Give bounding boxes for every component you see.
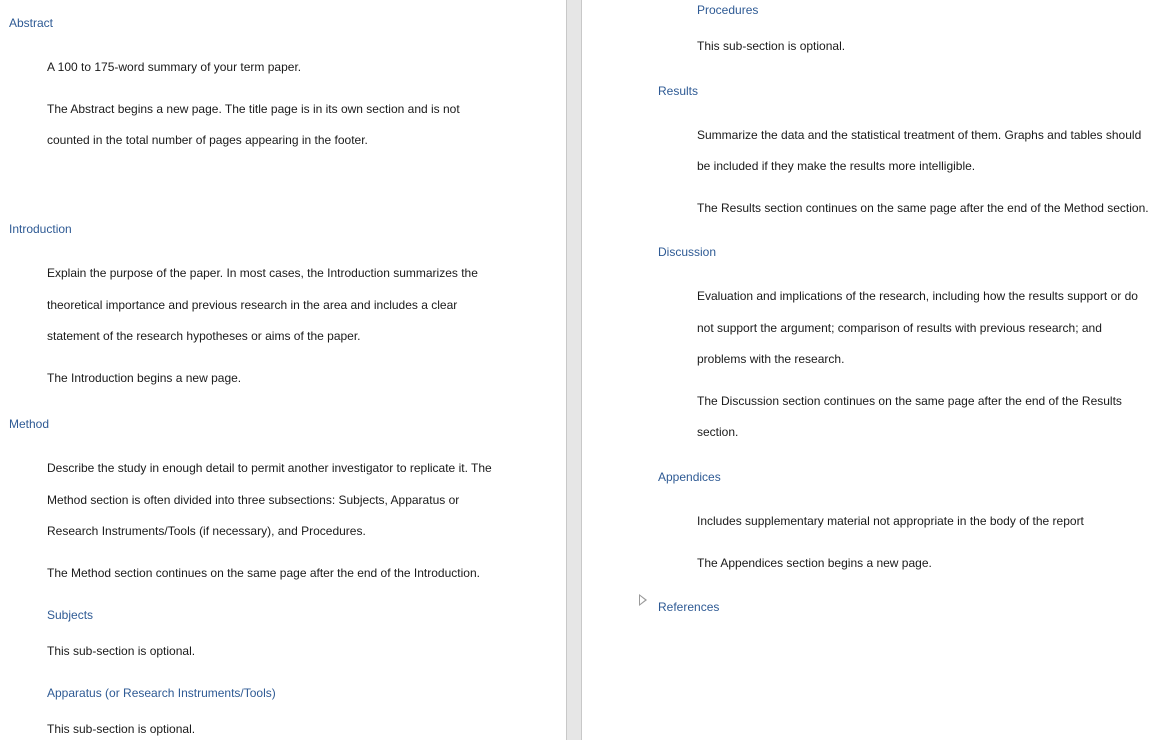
heading-introduction[interactable]: Introduction (9, 222, 72, 236)
heading-apparatus[interactable]: Apparatus (or Research Instruments/Tools) (47, 686, 276, 700)
discussion-line-4: The Discussion section continues on the same page after the end of the Results (697, 394, 1122, 408)
document-page-right[interactable] (582, 0, 1150, 740)
discussion-line-5: section. (697, 425, 739, 439)
results-line-2: be included if they make the results more intelligible. (697, 159, 976, 173)
heading-procedures[interactable]: Procedures (697, 3, 759, 17)
introduction-line-2: theoretical importance and previous research in the area and includes a clear (47, 298, 458, 312)
introduction-line-1: Explain the purpose of the paper. In most cases, the Introduction summarizes the (47, 266, 478, 280)
results-line-3: The Results section continues on the same page after the end of the Method section. (697, 201, 1149, 215)
abstract-paragraph-2-line-2: counted in the total number of pages appearing in the footer. (47, 133, 368, 147)
introduction-line-3: statement of the research hypotheses or aims of the paper. (47, 329, 361, 343)
subjects-line-1: This sub-section is optional. (47, 644, 196, 658)
heading-method[interactable]: Method (9, 417, 50, 431)
heading-appendices[interactable]: Appendices (658, 470, 721, 484)
apparatus-line-1: This sub-section is optional. (47, 722, 196, 736)
introduction-line-4: The Introduction begins a new page. (47, 371, 242, 385)
discussion-line-2: not support the argument; comparison of results with previous research; and (697, 321, 1102, 335)
method-line-3: Research Instruments/Tools (if necessary), and Procedures. (47, 524, 366, 538)
results-line-1: Summarize the data and the statistical treatment of them. Graphs and tables should (697, 128, 1142, 142)
abstract-paragraph-1: A 100 to 175-word summary of your term paper. (47, 60, 302, 74)
abstract-paragraph-2-line-1: The Abstract begins a new page. The title page is in its own section and is not (47, 102, 460, 116)
discussion-line-3: problems with the research. (697, 352, 845, 366)
heading-abstract[interactable]: Abstract (9, 16, 54, 30)
procedures-line-1: This sub-section is optional. (697, 39, 846, 53)
method-line-2: Method section is often divided into three subsections: Subjects, Apparatus or (47, 493, 460, 507)
method-line-4: The Method section continues on the same page after the end of the Introduction. (47, 566, 480, 580)
collapse-triangle-icon[interactable] (639, 594, 647, 606)
page-gutter (566, 0, 582, 740)
heading-subjects[interactable]: Subjects (47, 608, 94, 622)
heading-results[interactable]: Results (658, 84, 699, 98)
appendices-line-1: Includes supplementary material not appropriate in the body of the report (697, 514, 1084, 528)
discussion-line-1: Evaluation and implications of the research, including how the results support or do (697, 289, 1138, 303)
heading-discussion[interactable]: Discussion (658, 245, 717, 259)
appendices-line-2: The Appendices section begins a new page. (697, 556, 932, 570)
heading-references[interactable]: References (658, 600, 720, 614)
method-line-1: Describe the study in enough detail to permit another investigator to replicate it. The (47, 461, 492, 475)
document-page-left[interactable] (0, 0, 566, 740)
